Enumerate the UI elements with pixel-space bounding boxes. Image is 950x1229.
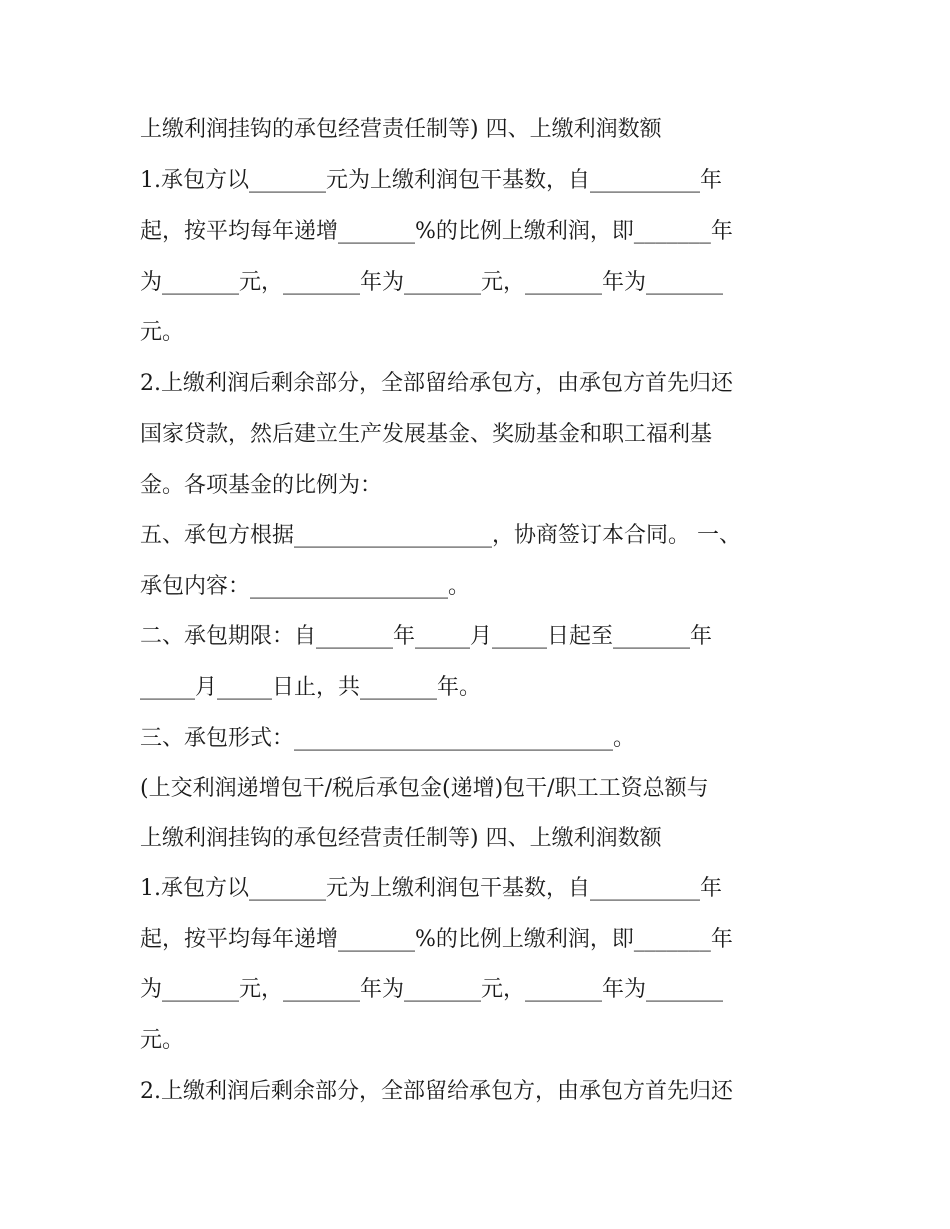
text-line: 起，按平均每年递增_______%的比例上缴利润，即_______年 [140, 927, 733, 952]
text-line: 二、承包期限：自_______年_____月_____日起至_______年 [140, 624, 713, 649]
text-line: 2.上缴利润后剩余部分，全部留给承包方，由承包方首先归还 [140, 1079, 733, 1104]
text-line: 金。各项基金的比例为： [140, 473, 383, 498]
text-line: 2.上缴利润后剩余部分，全部留给承包方，由承包方首先归还 [140, 371, 733, 396]
text-line: 为_______元，_______年为_______元，_______年为_______ [140, 977, 724, 1002]
text-line: 1.承包方以_______元为上缴利润包干基数，自__________年 [140, 168, 722, 193]
text-line: 三、承包形式：_____________________________。 [140, 726, 636, 751]
text-line: 上缴利润挂钩的承包经营责任制等) 四、上缴利润数额 [140, 117, 662, 142]
text-line: 国家贷款，然后建立生产发展基金、奖励基金和职工福利基 [140, 422, 713, 447]
text-line: 起，按平均每年递增_______%的比例上缴利润，即_______年 [140, 219, 733, 244]
text-line: 1.承包方以_______元为上缴利润包干基数，自__________年 [140, 876, 722, 901]
text-line: 五、承包方根据__________________，协商签订本合同。 一、 [140, 523, 741, 548]
text-line: _____月_____日止，共_______年。 [140, 675, 482, 700]
text-line: (上交利润递增包干/税后承包金(递增)包干/职工工资总额与 [140, 776, 709, 801]
text-line: 元。 [140, 1028, 185, 1053]
text-line: 为_______元，_______年为_______元，_______年为_______ [140, 270, 724, 295]
text-line: 元。 [140, 320, 185, 345]
text-line: 承包内容：__________________。 [140, 574, 471, 599]
text-line: 上缴利润挂钩的承包经营责任制等) 四、上缴利润数额 [140, 826, 662, 851]
